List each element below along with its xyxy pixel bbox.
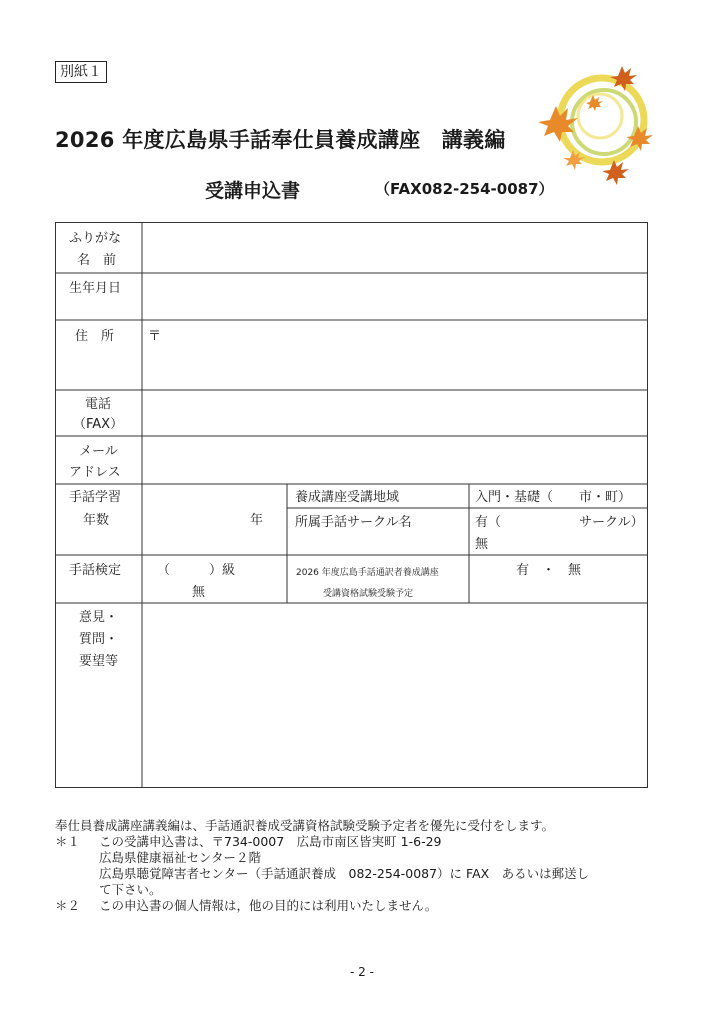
address-label: 住 所: [75, 329, 115, 344]
notes-section: [55, 818, 655, 914]
note-2-mark: ＊２: [55, 898, 81, 913]
note-1-mark: ＊１: [55, 834, 81, 849]
note-1-address: この受講申込書は、〒734-0007 広島市南区皆実町 1-6-29: [99, 834, 442, 849]
course-area-label: 養成講座受講地域: [295, 490, 400, 505]
request-label: 要望等: [79, 654, 119, 669]
birthdate-label: 生年月日: [69, 281, 122, 296]
sign-test-grade: （ ）級: [157, 563, 236, 578]
circle-yes-option: 有（ サークル）: [475, 515, 644, 530]
page-number: - 2 -: [350, 965, 374, 979]
study-years-sub-label: 年数: [83, 513, 110, 528]
note-2-privacy: この申込書の個人情報は，他の目的には利用いたしません。: [99, 898, 438, 913]
form-subtitle: 受講申込書: [205, 180, 301, 202]
autumn-leaves-decoration: [530, 58, 660, 198]
priority-note: 奉仕員養成講座講義編は、手話通訳養成受講資格試験受験予定者を優先に受付をします。: [55, 818, 555, 833]
mail-label: メール: [79, 444, 118, 459]
application-form-table: [55, 222, 648, 788]
circle-no-option: 無: [475, 537, 489, 552]
mail-address-label: アドレス: [69, 465, 121, 480]
course-area-value: 入門・基礎（ 市・町）: [475, 490, 632, 505]
note-1-submit: 広島県聴覚障害者センター（手話通訳養成 082-254-0087）に FAX あるいは郵送し: [99, 866, 590, 881]
name-label: 名 前: [77, 253, 117, 268]
fax-number-header: （FAX082-254-0087）: [375, 180, 554, 198]
note-1-submit-cont: て下さい。: [99, 882, 162, 897]
fax-label: （FAX）: [73, 417, 124, 432]
study-years-label: 手話学習: [69, 490, 122, 505]
note-1-building: 広島県健康福祉センター２階: [99, 850, 262, 865]
attachment-label: 別紙１: [55, 61, 107, 83]
exam-plan-value: 有 ・ 無: [516, 563, 582, 578]
sign-test-none: 無: [192, 585, 206, 600]
question-label: 質問・: [79, 632, 119, 647]
postal-mark: 〒: [148, 329, 162, 344]
exam-plan-sub-label: 受講資格試験受験予定: [323, 589, 414, 599]
sign-test-label: 手話検定: [69, 563, 122, 578]
exam-plan-label: 2026 年度広島手話通訳者養成講座: [296, 568, 439, 578]
circle-name-label: 所属手話サークル名: [295, 515, 412, 530]
opinion-label: 意見・: [79, 610, 119, 625]
phone-label: 電話: [85, 397, 112, 412]
page-title: 2026 年度広島県手話奉仕員養成講座 講義編: [55, 128, 506, 152]
year-unit: 年: [250, 513, 264, 528]
furigana-label: ふりがな: [69, 231, 122, 246]
